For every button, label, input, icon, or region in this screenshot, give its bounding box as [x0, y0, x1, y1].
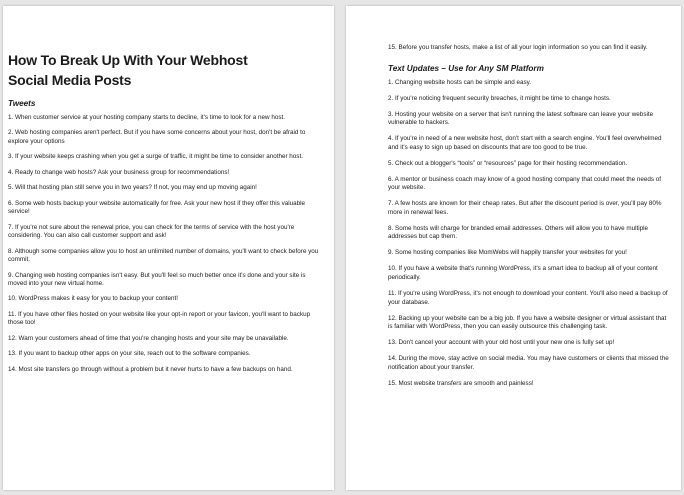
- tweets-list: [8, 114, 320, 374]
- list-item: 13. Don't cancel your account with your old host until your new one is fully set up!: [388, 339, 615, 347]
- list-item: 4. If you're in need of a new website host, don't start with a search engine. You'll feel overwhelmed and it's easy to sign up based on discounts that are too good to be true.: [388, 135, 662, 151]
- list-item: 10. If you have a website that's running WordPress, it's a smart idea to backup all of your content periodically.: [388, 265, 658, 282]
- list-item: 12. Backing up your website can be a big job. If you have a website designer or virtual assistant that is familiar with WordPress, then you can easily outsource this challenging task.: [388, 314, 667, 331]
- section-heading-text-updates: Text Updates – Use for Any SM Platform: [388, 63, 544, 73]
- list-item: 8. Although some companies allow you to host an unlimited number of domains, you'll want to check before you commit.: [8, 247, 319, 264]
- title-line-2: Social Media Posts: [8, 72, 132, 88]
- list-item: 9. Some hosting companies like MomWebs will happily transfer your websites for you!: [388, 249, 627, 257]
- list-item: 1. Changing website hosts can be simple and easy.: [388, 78, 532, 86]
- list-item: 1. When customer service at your hosting company starts to decline, it's time to look for a new host.: [8, 114, 285, 121]
- list-item: [388, 176, 671, 193]
- list-item: 3. Hosting your website on a server that isn't running the latest software can leave your website vulnerable to hackers.: [388, 110, 654, 127]
- list-item: 7. A few hosts are known for their cheap rates. But after the discount period is over, you'll pay 80% more in renewal fees.: [388, 200, 662, 216]
- left-page: [3, 6, 334, 490]
- text-updates-list: [388, 79, 671, 389]
- list-item: 5. Will that hosting plan still serve you in two years? If not, you may end up moving again!: [8, 184, 257, 192]
- title-line-1: How To Break Up With Your Webhost: [8, 52, 248, 68]
- list-item: 6. Some web hosts backup your website automatically for free. Ask your new host if they offer this valuable service!: [8, 199, 306, 216]
- list-item: 8. Some hosts will charge for branded email addresses. Others will allow you to have multiple addresses but cap them.: [388, 224, 649, 241]
- right-page: [346, 6, 681, 490]
- section-heading-tweets: Tweets: [8, 99, 36, 108]
- list-item: 15. Most website transfers are smooth and painless!: [388, 379, 534, 387]
- document-title: [8, 50, 320, 90]
- list-item: 2. Web hosting companies aren't perfect. But if you have some concerns about your host, don't be afraid to explore your options: [8, 129, 306, 145]
- list-item: 13. If you want to backup other apps on your site, reach out to the software companies.: [8, 350, 251, 358]
- list-item: 10. WordPress makes it easy for you to backup your content!: [8, 295, 178, 303]
- list-item: 12. Warn your customers ahead of time that you're changing hosts and your site may be unavailable.: [8, 334, 289, 342]
- list-item: 2. If you're noticing frequent security breaches, it might be time to change hosts.: [388, 94, 611, 102]
- list-item: 5. Check out a blogger's “tools” or “resources” page for their hosting recommendation.: [388, 159, 628, 167]
- list-item: 14. Most site transfers go through without a problem but it never hurts to have a few backups on hand.: [8, 365, 293, 373]
- list-item: 9. Changing web hosting companies isn't easy. But you'll feel so much better once it's done and your site is moved into your new virtual home.: [8, 271, 306, 288]
- list-item: 11. If you have other files hosted on your website like your opt-in report or your favicon, you'll want to backup those too!: [8, 310, 311, 327]
- list-item: 14. During the move, stay active on social media. You may have customers or clients that missed the notification about your transfer.: [388, 355, 669, 371]
- list-item: 7. If you're not sure about the renewal price, you can check for the terms of service with the host you're considering. You can also call customer support and ask!: [8, 223, 295, 240]
- list-item: 11. If you're using WordPress, it's not enough to download your content. You'll also need a backup of your database.: [388, 290, 668, 306]
- list-item: 15. Before you transfer hosts, make a list of all your login information so you can find it easily.: [388, 44, 648, 51]
- tweets-list-continued: [388, 44, 671, 53]
- list-item: 3. If your website keeps crashing when you get a surge of traffic, it might be time to consider another host.: [8, 153, 303, 161]
- list-item: 4. Ready to change web hosts? Ask your business group for recommendations!: [8, 168, 230, 176]
- list-item-text: 6. A mentor or business coach may know of a good hosting company that could meet the needs of your website.: [388, 175, 662, 192]
